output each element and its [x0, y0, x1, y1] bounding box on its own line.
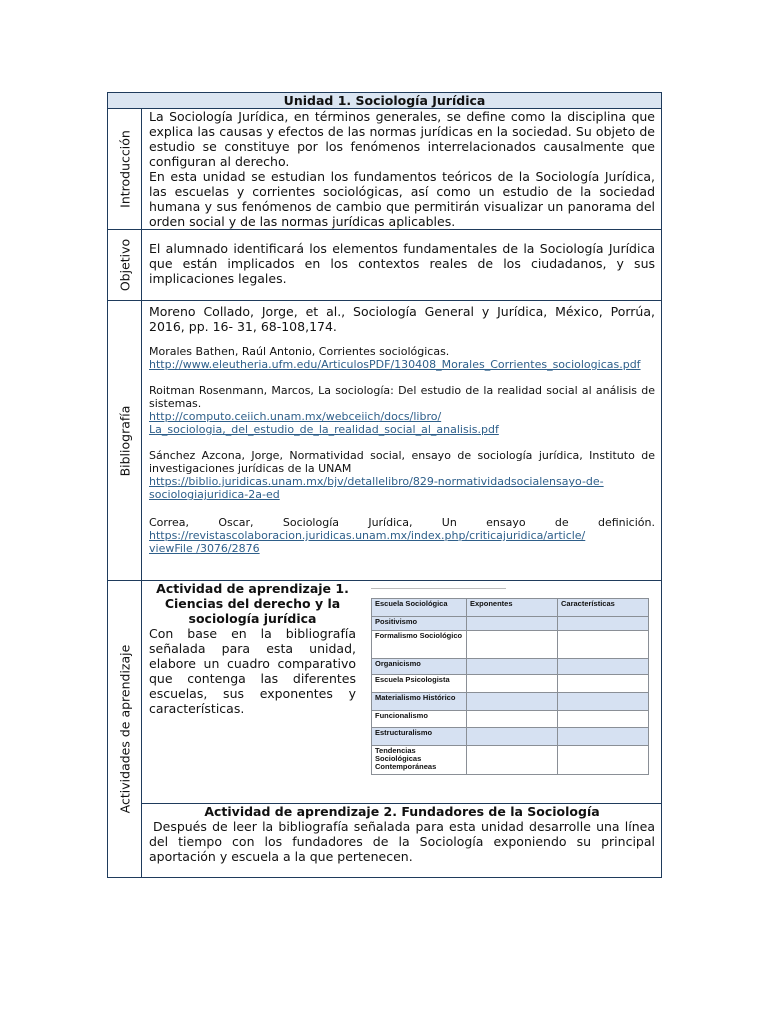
table-row: Tendencias Sociológicas Contemporáneas: [372, 746, 467, 775]
objetivo-text: El alumnado identificará los elementos fundamentales de la Sociología Jurídica que están implicados en los contextos reales de los ciudadanos, y sus implicaciones legales.: [149, 241, 655, 286]
activity-2-text: Después de leer la bibliografía señalada para esta unidad desarrolle una línea del tiempo con los fundadores de la Sociología exponiendo su principal aportación y escuela a la que pertenecen.: [149, 819, 655, 864]
side-label-bibliografia: Bibliografía: [108, 301, 142, 580]
activity-1-text: Con base en la bibliografía señalada para esta unidad, elabore un cuadro comparativo que contenga las diferentes escuelas, sus exponentes y características.: [149, 626, 356, 716]
unit-title: Unidad 1. Sociología Jurídica: [108, 93, 661, 109]
bibliografia-list: [149, 304, 655, 555]
ref-roitman: Roitman Rosenmann, Marcos, La sociología: Del estudio de la realidad social al análisis de sistemas. http://computo.ceiich.unam.mx/webceiich/docs/libro/ La_sociologia,_del_estudio_de_la_realidad_social_al_analisis.pdf: [149, 384, 655, 436]
table-header: Exponentes: [467, 599, 558, 617]
table-header: Escuela Sociológica: [372, 599, 467, 617]
ref-sanchez-link-2[interactable]: sociologiajuridica-2a-ed: [149, 488, 280, 501]
ref-morales: Morales Bathen, Raúl Antonio, Corrientes sociológicas. http://www.eleutheria.ufm.edu/ArticulosPDF/130408_Morales_Corrientes_sociologicas.pdf: [149, 345, 655, 371]
ref-correa-link-2[interactable]: viewFile /3076/2876: [149, 542, 260, 555]
ref-correa-link[interactable]: https://revistascolaboracion.juridicas.unam.mx/index.php/criticajuridica/article/: [149, 529, 586, 542]
table-header: Características: [558, 599, 649, 617]
ref-sanchez: Sánchez Azcona, Jorge, Normatividad social, ensayo de sociología jurídica, Instituto de investigaciones jurídicas de la UNAM https://biblio.juridicas.unam.mx/bjv/detallelibro/829-normatividadsocialensayo-de- sociologiajuridica-2a-ed: [149, 449, 655, 501]
ref-correa: Correa, Oscar, Sociología Jurídica, Un ensayo de definición. https://revistascolaboracion.juridicas.unam.mx/index.php/criticajuridica/article/ viewFile /3076/2876: [149, 516, 655, 555]
table-row: Positivismo: [372, 617, 467, 631]
ref-roitman-link-2[interactable]: La_sociologia,_del_estudio_de_la_realidad_social_al_analisis.pdf: [149, 423, 499, 436]
table-row: Organicismo: [372, 659, 467, 675]
ref-morales-link[interactable]: http://www.eleutheria.ufm.edu/ArticulosPDF/130408_Morales_Corrientes_sociologicas.pdf: [149, 358, 641, 371]
side-label-objetivo: Objetivo: [108, 230, 142, 300]
ref-moreno: Moreno Collado, Jorge, et al., Sociología General y Jurídica, México, Porrúa, 2016, pp. 16- 31, 68-108,174.: [149, 304, 655, 334]
introduccion-text: La Sociología Jurídica, en términos generales, se define como la disciplina que explica las causas y efectos de las normas jurídicas en la sociedad. Su objeto de estudio se constituye por los fenómenos interrelacionados causalmente que configuran al derecho. En esta unidad se estudian los fundamentos teóricos de la Sociología Jurídica, las escuelas y corrientes sociológicas, así como un estudio de la sociedad humana y sus fenómenos de cambio que permitirán visualizar un panorama del orden social y de las normas jurídicas aplicables.: [149, 109, 655, 229]
activity-2-title: Actividad de aprendizaje 2. Fundadores de la Sociología: [204, 804, 600, 819]
activity-2: [149, 804, 655, 864]
ref-sanchez-link[interactable]: https://biblio.juridicas.unam.mx/bjv/detallelibro/829-normatividadsocialensayo-de-: [149, 475, 604, 488]
table-row: Escuela Psicologista: [372, 675, 467, 693]
ref-roitman-link[interactable]: http://computo.ceiich.unam.mx/webceiich/docs/libro/: [149, 410, 442, 423]
table-row: Materialismo Histórico: [372, 693, 467, 711]
syllabus-table: [107, 92, 662, 878]
table-row: Formalismo Sociológico: [372, 631, 467, 659]
comparative-table-image: [371, 598, 649, 775]
table-row: Estructuralismo: [372, 728, 467, 746]
table-row: Funcionalismo: [372, 711, 467, 728]
activity-1-title: Actividad de aprendizaje 1. Ciencias del derecho y la sociología jurídica: [156, 581, 349, 626]
activity-1: [149, 581, 356, 716]
side-label-actividades: Actividades de aprendizaje: [108, 581, 142, 877]
side-label-introduccion: Introducción: [108, 109, 142, 229]
